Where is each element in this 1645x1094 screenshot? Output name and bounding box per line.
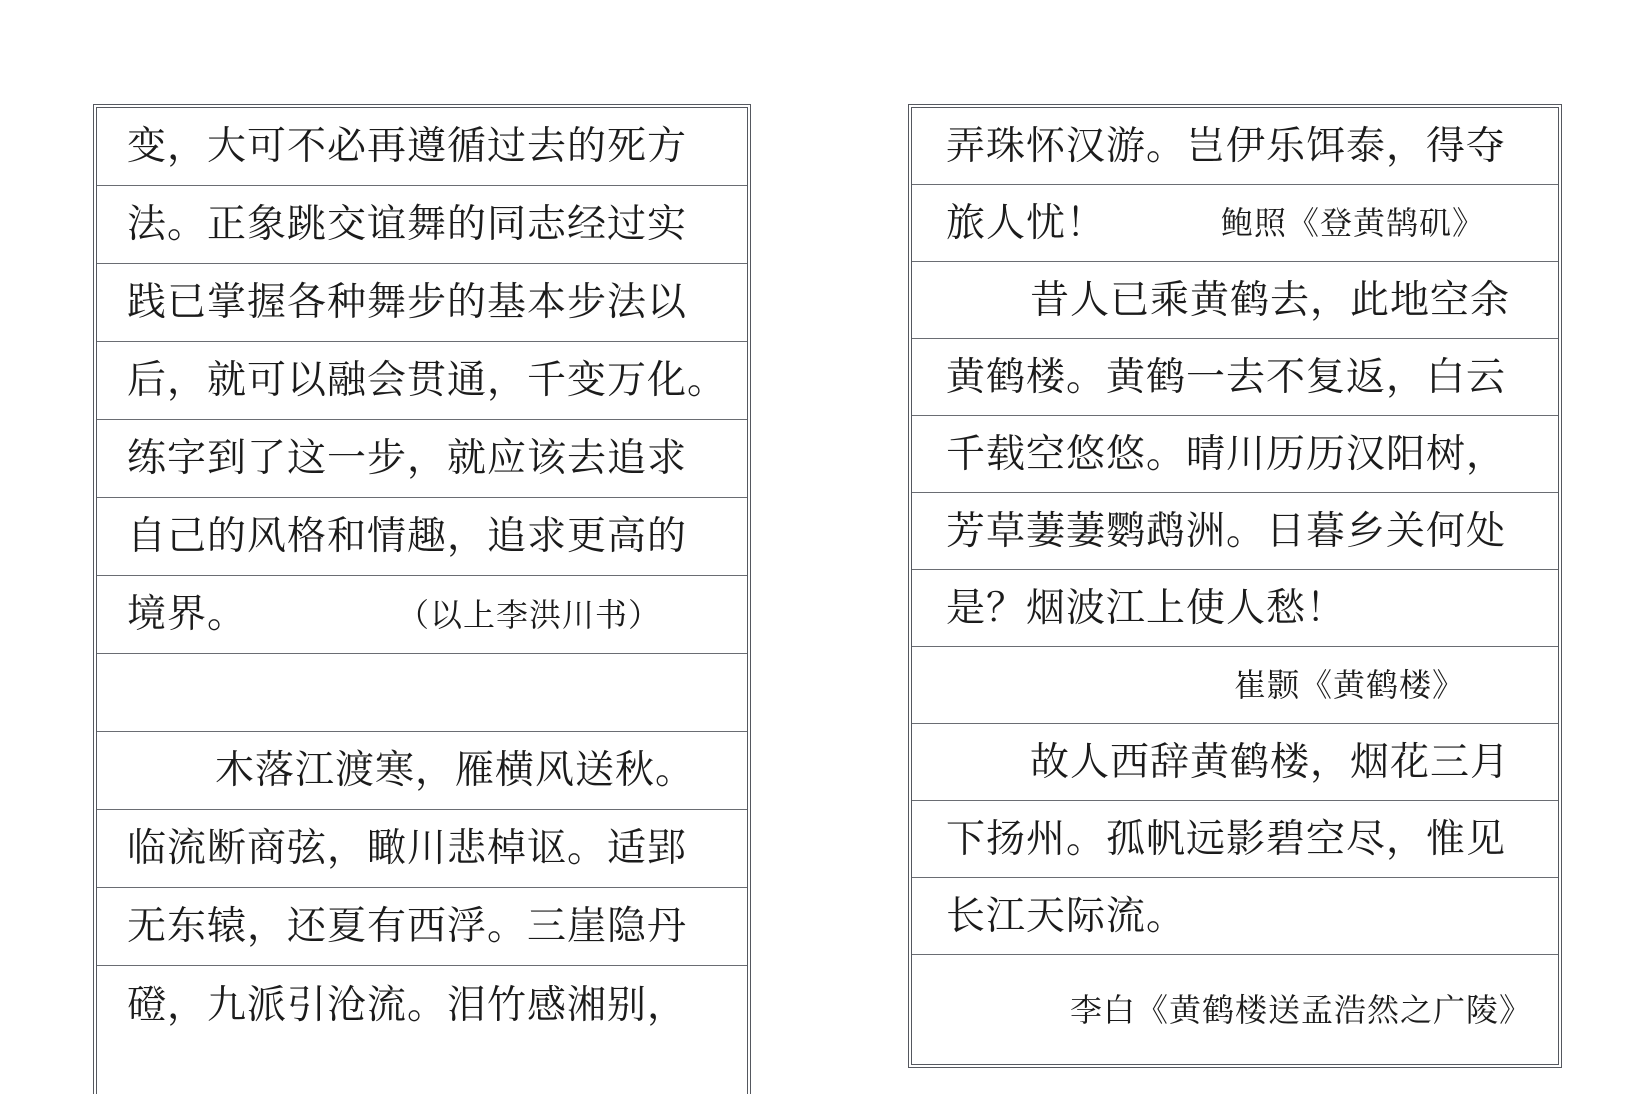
poem-line: 故人西辞黄鹤楼，烟花三月 [912,724,1558,801]
blank-line [97,654,747,732]
poem-author: 鲍照《登黄鹄矶》 [1221,204,1486,242]
text-line: 变，大可不必再遵循过去的死方 [97,108,747,186]
poem-line: 临流断商弦，瞰川悲棹讴。适郢 [97,810,747,888]
poem-line: 长江天际流。 [912,878,1558,955]
text-line: 练字到了这一步，就应该去追求 [97,420,747,498]
text-line: 后，就可以融会贯通，千变万化。 [97,342,747,420]
poem-line: 木落江渡寒，雁横风送秋。 [97,732,747,810]
poem-author-line [912,955,1558,1064]
text-line: 践已掌握各种舞步的基本步法以 [97,264,747,342]
attribution: （以上李洪川书） [397,595,662,634]
poem-author: 李白《黄鹤楼送孟浩然之广陵》 [1070,990,1533,1029]
poem-line: 弄珠怀汉游。岂伊乐饵泰，得夺 [912,108,1558,185]
poem-author: 崔颢《黄鹤楼》 [1234,666,1466,704]
poem-line: 千载空悠悠。晴川历历汉阳树， [912,416,1558,493]
poem-line: 旅人忧！ 鲍照《登黄鹄矶》 [912,185,1558,262]
text-line: 境界。 （以上李洪川书） [97,576,747,654]
text-line: 法。正象跳交谊舞的同志经过实 [97,186,747,264]
left-page [93,104,751,1094]
right-page [908,104,1562,1068]
poem-line: 磴，九派引沧流。泪竹感湘别， [127,982,688,1028]
poem-line: 黄鹤楼。黄鹤一去不复返，白云 [912,339,1558,416]
poem-line: 下扬州。孤帆远影碧空尽，惟见 [912,801,1558,878]
poem-line: 无东辕，还夏有西浮。三崖隐丹 [97,888,747,966]
poem-line: 昔人已乘黄鹤去，此地空余 [912,262,1558,339]
poem-line: 芳草萋萋鹦鹉洲。日暮乡关何处 [912,493,1558,570]
poem-author-line [912,647,1558,724]
poem-line: 是？烟波江上使人愁！ [912,570,1558,647]
text-line: 自己的风格和情趣，追求更高的 [97,498,747,576]
